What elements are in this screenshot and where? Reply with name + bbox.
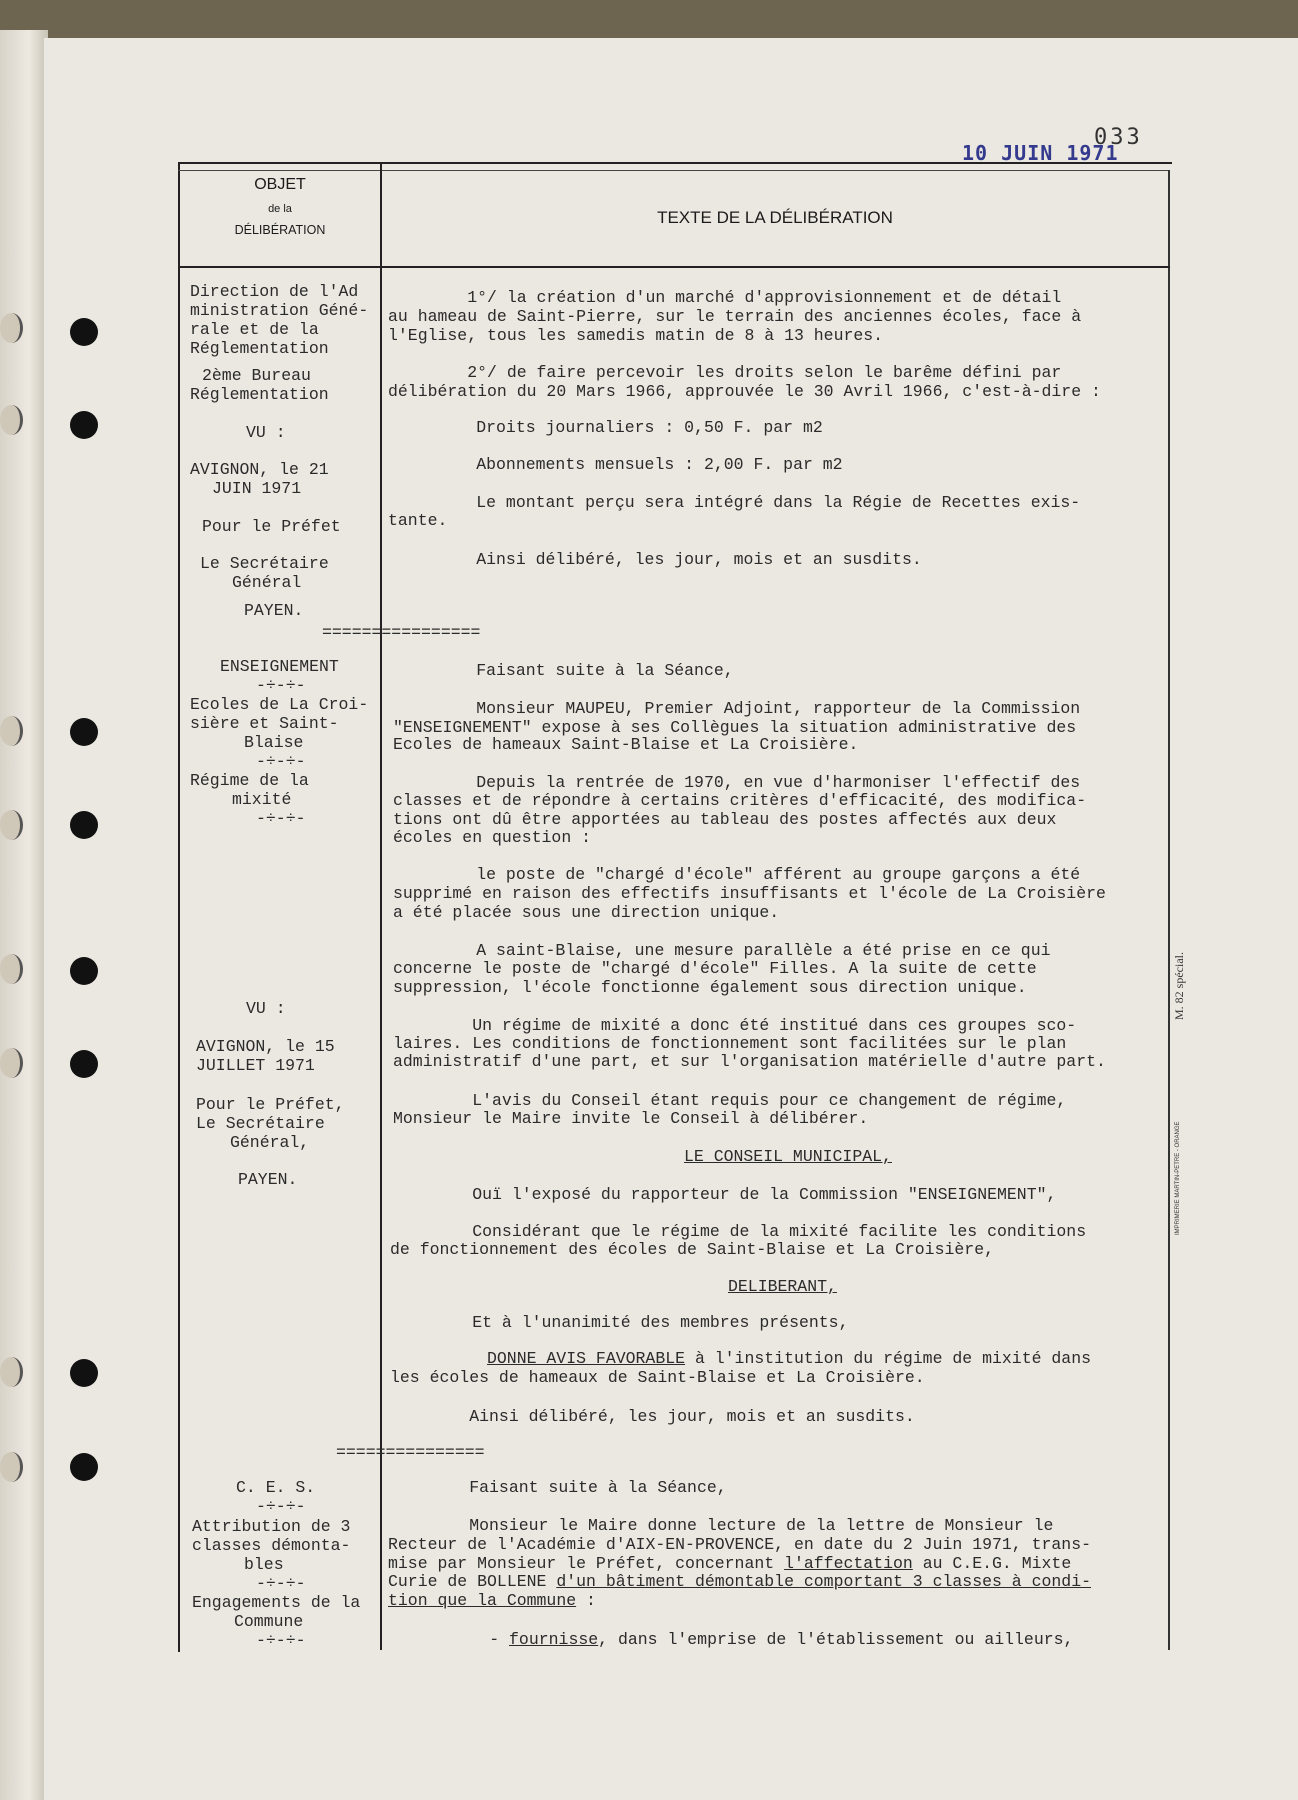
margin-line: JUILLET 1971 xyxy=(196,1056,315,1075)
margin-line: Réglementation xyxy=(190,385,329,404)
column-divider xyxy=(380,162,382,1650)
left-binder-hole xyxy=(0,810,23,840)
decision-phrase: DONNE AVIS FAVORABLE xyxy=(487,1349,686,1368)
text-line xyxy=(388,1592,596,1611)
text-line: suppression, l'école fonctionne également sous direction unique. xyxy=(393,978,1027,997)
objet-heading-line: DÉLIBÉRATION xyxy=(234,223,326,237)
punch-hole xyxy=(70,957,98,985)
margin-line: Général, xyxy=(230,1133,310,1152)
underlined-segment: tion que la Commune xyxy=(388,1591,577,1610)
text-line: le poste de "chargé d'école" afférent au groupe garçons a été xyxy=(397,865,1081,884)
page-number: 033 xyxy=(1094,125,1143,150)
objet-heading-line: OBJET xyxy=(254,176,306,193)
margin-line: Commune xyxy=(234,1612,304,1631)
text-line: Abonnements mensuels : 2,00 F. par m2 xyxy=(397,455,843,474)
text-line: Ouï l'exposé du rapporteur de la Commission "ENSEIGNEMENT", xyxy=(393,1185,1057,1204)
punch-hole xyxy=(70,718,98,746)
text-line: Monsieur le Maire invite le Conseil à délibérer. xyxy=(393,1109,869,1128)
text-line: Monsieur MAUPEU, Premier Adjoint, rapporteur de la Commission xyxy=(397,699,1081,718)
text-line: Depuis la rentrée de 1970, en vue d'harmoniser l'effectif des xyxy=(397,773,1081,792)
header-separator xyxy=(178,266,1170,268)
texte-heading: TEXTE DE LA DÉLIBÉRATION xyxy=(657,208,893,227)
margin-line: JUIN 1971 xyxy=(212,479,302,498)
margin-line: 2ème Bureau xyxy=(202,366,311,385)
left-binder-hole xyxy=(0,1357,23,1387)
left-binder-hole xyxy=(0,405,23,435)
text-line: Ainsi délibéré, les jour, mois et an susdits. xyxy=(397,550,922,569)
text-line: Recteur de l'Académie d'AIX-EN-PROVENCE, en date du 2 Juin 1971, trans- xyxy=(388,1535,1092,1554)
text-line: Un régime de mixité a donc été institué dans ces groupes sco- xyxy=(393,1016,1077,1035)
objet-heading xyxy=(182,176,378,237)
margin-line: AVIGNON, le 21 xyxy=(190,460,329,479)
text-line: laires. Les conditions de fonctionnement sont facilitées sur le plan xyxy=(393,1034,1067,1053)
left-binder-hole xyxy=(0,1048,23,1078)
margin-line: Réglementation xyxy=(190,339,329,358)
underlined-segment: fournisse xyxy=(509,1630,599,1649)
margin-line: -÷-÷- xyxy=(256,676,306,695)
text-line: supprimé en raison des effectifs insuffisants et l'école de La Croisière xyxy=(393,884,1106,903)
text-line: A saint-Blaise, une mesure parallèle a été prise en ce qui xyxy=(397,941,1051,960)
text-segment: à l'institution du régime de mixité dans xyxy=(685,1349,1092,1368)
margin-line: mixité xyxy=(232,790,292,809)
printer-imprint: IMPRIMERIE MARTIN-PETRE - ORANGE xyxy=(1175,1121,1181,1235)
text-line: Faisant suite à la Séance, xyxy=(397,661,734,680)
text-segment: au C.E.G. Mixte xyxy=(912,1554,1072,1573)
left-binder-hole xyxy=(0,1452,23,1482)
text-line: Ecoles de hameaux Saint-Blaise et La Croisière. xyxy=(393,735,859,754)
margin-line: Général xyxy=(232,573,302,592)
left-binder-hole xyxy=(0,313,23,343)
margin-line: bles xyxy=(244,1555,284,1574)
text-segment: - xyxy=(410,1630,510,1649)
deliberant-heading: DELIBERANT, xyxy=(728,1277,837,1296)
margin-line: Engagements de la xyxy=(192,1593,361,1612)
punch-hole xyxy=(70,411,98,439)
margin-line: Attribution de 3 xyxy=(192,1517,351,1536)
margin-line: ministration Géné- xyxy=(190,301,369,320)
objet-heading-line: de la xyxy=(268,203,292,215)
punch-hole xyxy=(70,1453,98,1481)
text-line: Et à l'unanimité des membres présents, xyxy=(393,1313,849,1332)
table-top-rule xyxy=(178,170,1170,171)
margin-line: AVIGNON, le 15 xyxy=(196,1037,335,1056)
council-heading: LE CONSEIL MUNICIPAL, xyxy=(684,1147,892,1166)
margin-line: Régime de la xyxy=(190,771,309,790)
text-line: 1°/ la création d'un marché d'approvisionnement et de détail xyxy=(388,288,1062,307)
margin-line: sière et Saint- xyxy=(190,714,339,733)
margin-line: C. E. S. xyxy=(236,1478,316,1497)
text-line: 2°/ de faire percevoir les droits selon le barême défini par xyxy=(388,363,1062,382)
text-line: Monsieur le Maire donne lecture de la lettre de Monsieur le xyxy=(390,1516,1054,1535)
text-line: Faisant suite à la Séance, xyxy=(390,1478,727,1497)
text-line: concerne le poste de "chargé d'école" Filles. A la suite de cette xyxy=(393,959,1037,978)
margin-line: Pour le Préfet, xyxy=(196,1095,345,1114)
text-line xyxy=(388,1555,1071,1574)
underlined-segment: d'un bâtiment démontable comportant 3 classes à condi- xyxy=(556,1572,1092,1591)
table-right-rule xyxy=(1168,170,1170,1650)
margin-line: VU : xyxy=(246,423,286,442)
margin-line: Blaise xyxy=(244,733,304,752)
margin-line: Pour le Préfet xyxy=(202,517,341,536)
margin-line: rale et de la xyxy=(190,320,319,339)
section-separator: =============== xyxy=(336,1443,485,1462)
margin-line: ENSEIGNEMENT xyxy=(220,657,339,676)
margin-line: PAYEN. xyxy=(238,1170,298,1189)
margin-line: -÷-÷- xyxy=(256,752,306,771)
section-separator: ================ xyxy=(322,623,481,642)
punch-hole xyxy=(70,318,98,346)
punch-hole xyxy=(70,1050,98,1078)
margin-line: -÷-÷- xyxy=(256,1497,306,1516)
margin-line: Le Secrétaire xyxy=(196,1114,325,1133)
text-line: "ENSEIGNEMENT" expose à ses Collègues la situation administrative des xyxy=(393,718,1077,737)
text-line: Le montant perçu sera intégré dans la Régie de Recettes exis- xyxy=(397,493,1081,512)
form-code: M. 82 spécial. xyxy=(1172,952,1186,1020)
text-segment: mise par Monsieur le Préfet, concernant xyxy=(388,1554,785,1573)
text-line: L'avis du Conseil étant requis pour ce changement de régime, xyxy=(393,1091,1067,1110)
margin-line: PAYEN. xyxy=(244,601,304,620)
punch-hole xyxy=(70,811,98,839)
text-line: tante. xyxy=(388,511,448,530)
text-line: administratif d'une part, et sur l'organisation matérielle d'autre part. xyxy=(393,1052,1106,1071)
margin-line: VU : xyxy=(246,999,286,1018)
underlined-segment: l'affectation xyxy=(784,1554,913,1573)
text-segment: : xyxy=(576,1591,596,1610)
margin-line: classes démonta- xyxy=(192,1536,351,1555)
text-line: Droits journaliers : 0,50 F. par m2 xyxy=(397,418,823,437)
text-line: tions ont dû être apportées au tableau des postes affectés aux deux xyxy=(393,810,1057,829)
text-line: Ainsi délibéré, les jour, mois et an susdits. xyxy=(390,1407,915,1426)
margin-line: Ecoles de La Croi- xyxy=(190,695,369,714)
left-binder-hole xyxy=(0,954,23,984)
text-line: l'Eglise, tous les samedis matin de 8 à 13 heures. xyxy=(388,326,884,345)
text-line: de fonctionnement des écoles de Saint-Blaise et La Croisière, xyxy=(390,1240,994,1259)
margin-line: -÷-÷- xyxy=(256,1631,306,1650)
left-binder-hole xyxy=(0,716,23,746)
margin-line: -÷-÷- xyxy=(256,1574,306,1593)
text-line xyxy=(388,1573,1091,1592)
margin-line: Direction de l'Ad xyxy=(190,282,359,301)
text-segment: Curie de BOLLENE xyxy=(388,1572,557,1591)
text-segment: , dans l'emprise de l'établissement ou ailleurs, xyxy=(598,1630,1074,1649)
date-stamp: 10 JUIN 1971 xyxy=(962,141,1119,165)
text-line: les écoles de hameaux de Saint-Blaise et La Croisière. xyxy=(390,1368,925,1387)
text-line xyxy=(487,1350,1091,1369)
text-line: classes et de répondre à certains critères d'efficacité, des modifica- xyxy=(393,791,1087,810)
previous-page-edge xyxy=(0,30,48,1800)
text-line: écoles en question : xyxy=(393,828,592,847)
text-line: au hameau de Saint-Pierre, sur le terrain des anciennes écoles, face à xyxy=(388,307,1082,326)
margin-line: -÷-÷- xyxy=(256,809,306,828)
punch-hole xyxy=(70,1359,98,1387)
text-line: a été placée sous une direction unique. xyxy=(393,903,780,922)
margin-line: Le Secrétaire xyxy=(200,554,329,573)
text-line: Considérant que le régime de la mixité facilite les conditions xyxy=(393,1222,1087,1241)
text-line: délibération du 20 Mars 1966, approuvée le 30 Avril 1966, c'est-à-dire : xyxy=(388,382,1101,401)
text-line xyxy=(410,1631,1073,1650)
